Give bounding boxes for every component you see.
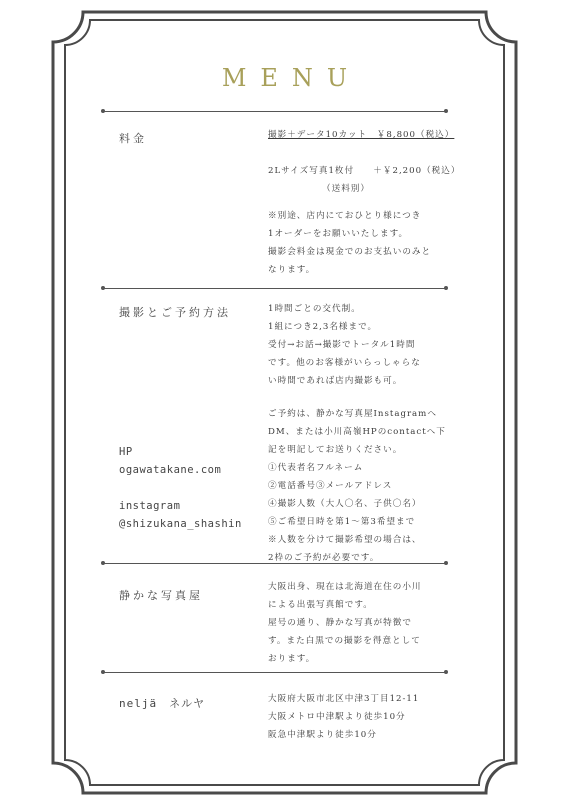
text-line: ⑤ご希望日時を第1〜第3希望まで xyxy=(268,517,416,527)
text-line: 阪急中津駅より徒歩10分 xyxy=(268,730,377,740)
text-line: 大阪府大阪市北区中津3丁目12-11 xyxy=(268,694,420,704)
divider xyxy=(103,111,446,112)
text-line: す。また白黒での撮影を得意として xyxy=(268,636,421,646)
text-line: です。他のお客様がいらっしゃらな xyxy=(268,358,421,368)
text-line: 1組につき2,3名様まで。 xyxy=(268,322,378,332)
booking-label: 撮影とご予約方法 xyxy=(119,306,231,319)
text-line: ②電話番号③メールアドレス xyxy=(268,481,393,491)
text-line: 1時間ごとの交代制。 xyxy=(268,304,361,314)
text-line: 受付→お話→撮影でトータル1時間 xyxy=(268,340,416,350)
text-line: 記を明記してお送りください。 xyxy=(268,445,403,455)
note-line: ※別途、店内にておひとり様につき xyxy=(268,211,422,221)
divider xyxy=(103,672,446,673)
studio-label: 静かな写真屋 xyxy=(119,589,203,602)
text-line: ①代表者名フルネーム xyxy=(268,463,364,473)
text-line: い時間であれば店内撮影も可。 xyxy=(268,376,403,386)
note-line: 1オーダーをお願いいたします。 xyxy=(268,229,409,239)
divider xyxy=(103,563,446,564)
price-label: 料金 xyxy=(119,132,147,145)
text-line: 屋号の通り、静かな写真が特徴で xyxy=(268,618,412,628)
hp-label: HP xyxy=(119,446,133,458)
note-line: 撮影会料金は現金でのお支払いのみと xyxy=(268,247,432,257)
studio-description xyxy=(268,578,422,668)
text-line: ※人数を分けて撮影希望の場合は、 xyxy=(268,535,422,545)
price-line-2: 2Lサイズ写真1枚付 ＋￥2,200（税込） xyxy=(268,166,461,176)
text-line: ご予約は、静かな写真屋Instagramへ xyxy=(268,409,437,419)
note-line: なります。 xyxy=(268,265,316,275)
text-line: ④撮影人数（大人〇名、子供〇名） xyxy=(268,499,422,509)
price-line-3: （送料別） xyxy=(322,184,370,194)
booking-instructions xyxy=(268,405,446,567)
price-note xyxy=(268,207,431,279)
instagram-link[interactable]: @shizukana_shashin xyxy=(119,518,242,530)
text-line: おります。 xyxy=(268,654,316,664)
text-line: 2枠のご予約が必要です。 xyxy=(268,553,380,563)
price-line-1: 撮影＋データ10カット ￥8,800（税込） xyxy=(268,130,455,140)
text-line: 大阪メトロ中津駅より徒歩10分 xyxy=(268,712,406,722)
text-line: DM、または小川高嶺HPのcontactへ下 xyxy=(268,427,446,437)
page-title: MENU xyxy=(221,64,362,92)
instagram-label: instagram xyxy=(119,500,181,512)
text-line: による出張写真館です。 xyxy=(268,600,373,610)
booking-rules xyxy=(268,300,421,390)
venue-address xyxy=(268,690,419,744)
divider xyxy=(103,288,446,289)
hp-link[interactable]: ogawatakane.com xyxy=(119,464,222,476)
venue-label: neljä ネルヤ xyxy=(119,697,206,710)
text-line: 大阪出身、現在は北海道在住の小川 xyxy=(268,582,422,592)
